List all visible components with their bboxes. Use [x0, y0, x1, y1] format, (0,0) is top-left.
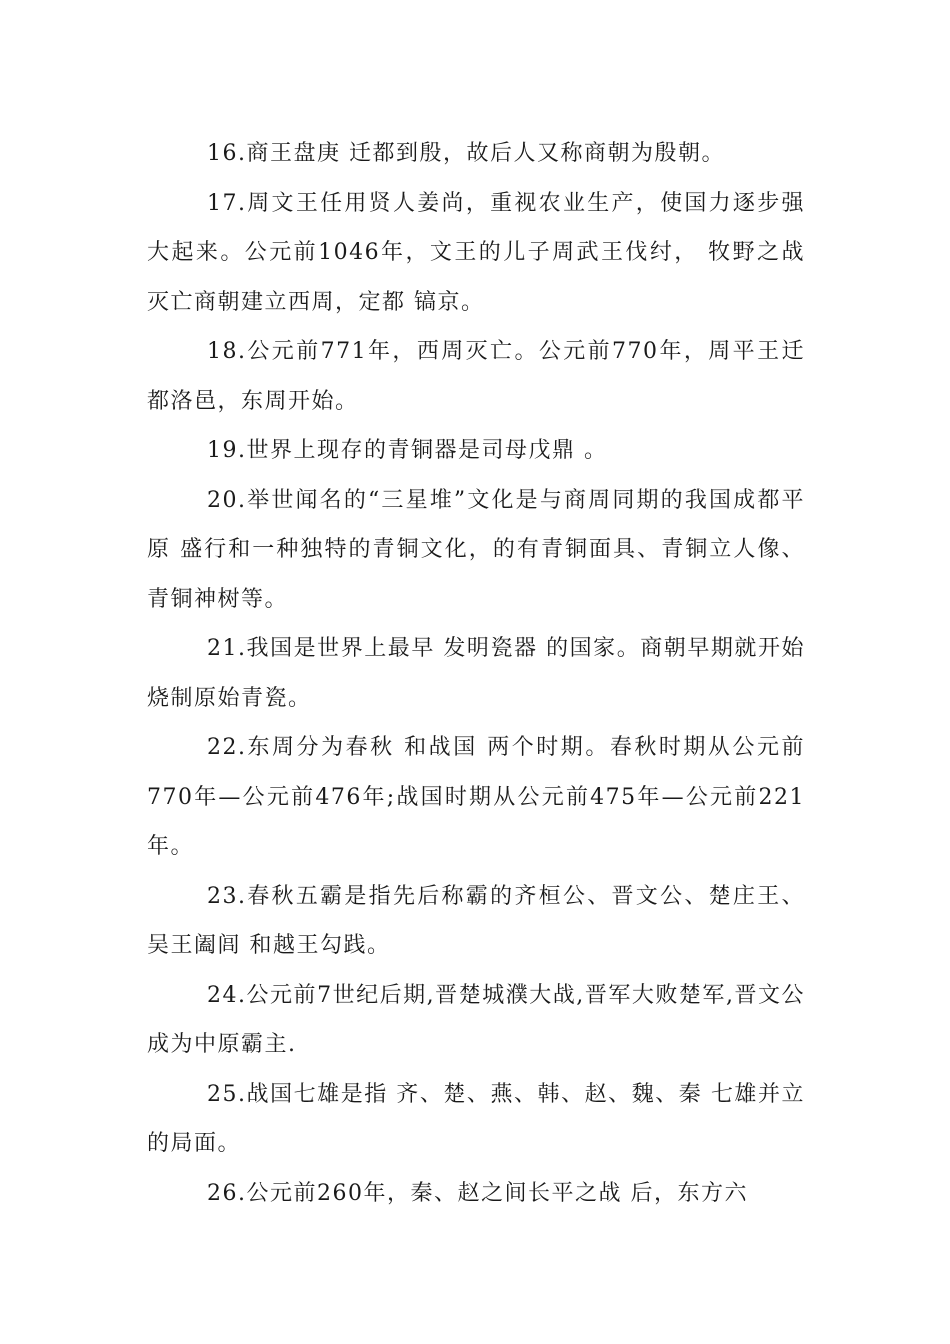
paragraph-23: 23.春秋五霸是指先后称霸的齐桓公、晋文公、楚庄王、吴王阖闾 和越王勾践。	[147, 883, 805, 958]
paragraph-22: 22.东周分为春秋 和战国 两个时期。春秋时期从公元前770年—公元前476年;战国时期从公元前475年—公元前221年。	[147, 735, 805, 859]
paragraph-26: 26.公元前260年，秦、赵之间长平之战 后，东方六	[207, 1180, 748, 1206]
paragraph-18: 18.公元前771年，西周灭亡。公元前770年，周平王迁都洛邑，东周开始。	[147, 339, 805, 414]
paragraph-24: 24.公元前7世纪后期,晋楚城濮大战,晋军大败楚军,晋文公成为中原霸主.	[147, 982, 805, 1057]
paragraph-19: 19.世界上现存的青铜器是司母戊鼎 。	[207, 438, 608, 463]
paragraph-21: 21.我国是世界上最早 发明瓷器 的国家。商朝早期就开始烧制原始青瓷。	[147, 636, 805, 711]
paragraph-17: 17.周文王任用贤人姜尚，重视农业生产，使国力逐步强大起来。公元前1046年，文王的儿子周武王伐纣， 牧野之战 灭亡商朝建立西周，定都 镐京。	[147, 190, 814, 315]
paragraph-25: 25.战国七雄是指 齐、楚、燕、韩、赵、魏、秦 七雄并立的局面。	[147, 1081, 805, 1156]
paragraph-16: 16.商王盘庚 迁都到殷，故后人又称商朝为殷朝。	[207, 141, 725, 166]
paragraph-20: 20.举世闻名的“三星堆”文化是与商周同期的我国成都平原 盛行和一种独特的青铜文化，的有青铜面具、青铜立人像、青铜神树等。	[147, 487, 805, 612]
document-body	[147, 129, 814, 1218]
